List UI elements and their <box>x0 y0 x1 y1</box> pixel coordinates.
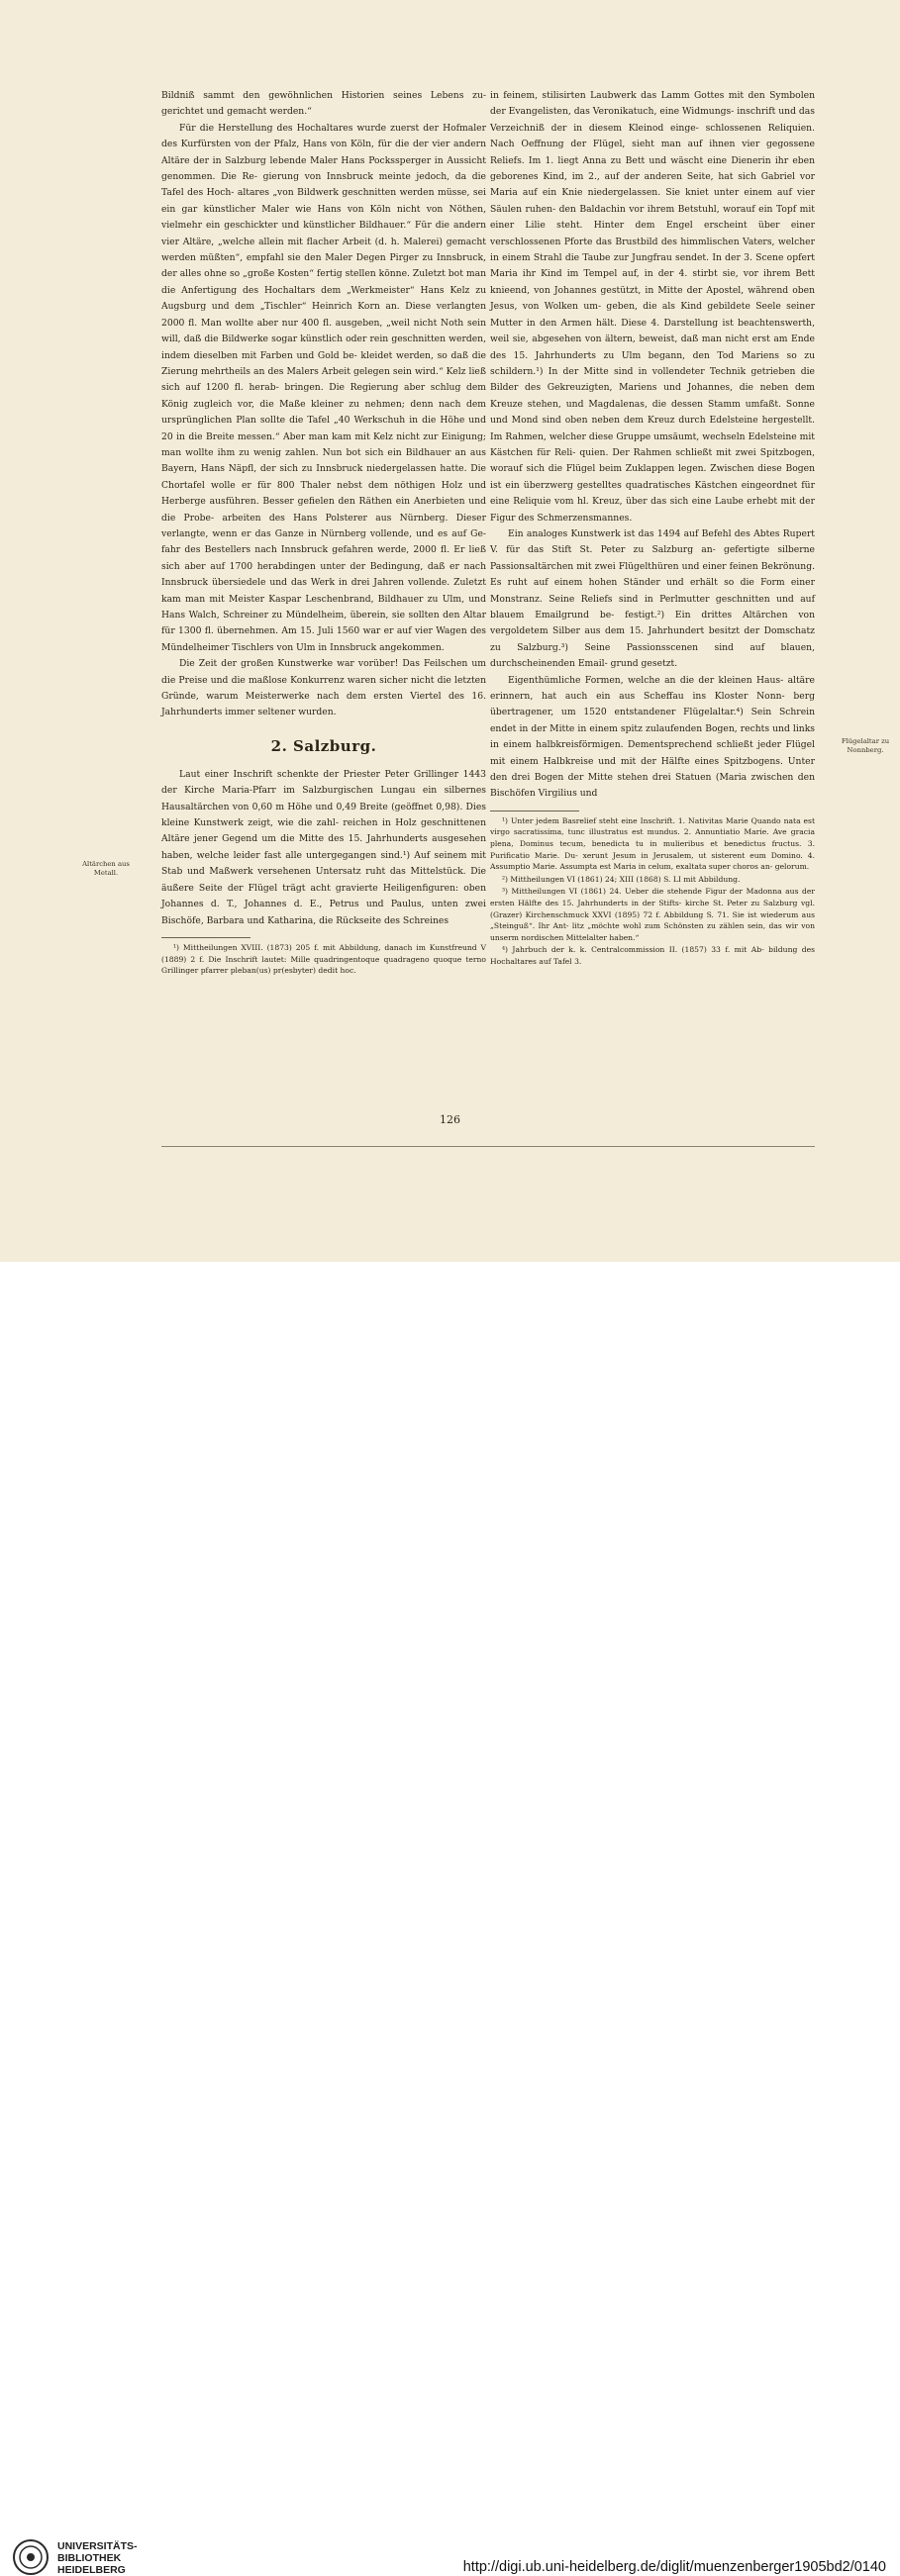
margin-note-left: Altärchen aus Metall. <box>82 860 130 877</box>
right-paragraph-3: Eigenthümliche Formen, welche an die der kleinen Haus- altäre erinnern, hat auch ein aus Scheffau ins Kloster Nonn- berg übertragener, um 1520 entstandener Flügelaltar.⁴) Sein Schrein endet in der Mitte in einem spitz zulaufenden Bogen, rechts und links in einem halbkreisförmigen. Dementsprechend schließt jeder Flügel mit einem Halbkreise und mit der Hälfte eines Spitzbogens. Unter den drei Bogen der Mitte stehen drei Statuen (Maria zwischen den Bischöfen Virgilius und <box>490 674 815 800</box>
left-paragraph-4: Laut einer Inschrift schenkte der Priester Peter Grillinger 1443 der Kirche Maria-Pfarr im Salzburgischen Lungau ein silbernes Hausaltärchen von 0,60 m Höhe und 0,49 Breite (geöffnet 0,98). Dies kleine Kunstwerk zeigt, wie die zahl- reichen in Holz geschnittenen Altäre jener Gegend um die Mitte des 15. Jahrhunderts ausgesehen haben, welche leider fast alle untergegangen sind.¹) Auf seinem mit Stab und Maßwerk versehenen Untersatz ruht das Mittelstück. Die äußere Seite der Flügel trägt acht gravierte Heiligenfiguren: oben Johannes d. T., Johannes d. E., Petrus und Paulus, unten zwei Bischöfe, Barbara und Katharina, die Rückseite des Schreines <box>161 768 486 926</box>
right-paragraph-1: in feinem, stilisirten Laubwerk das Lamm Gottes mit den Symbolen der Evangelisten, das Veronikatuch, eine Widmungs- inschrift und das Verzeichniß der in diesem Kleinod einge- schlossenen Reliquien. Nach Oeffnung der Flügel, sieht man auf ihnen vier gegossene Reliefs. Im 1. liegt Anna zu Bett und wäscht eine Dienerin ihr eben geborenes Kind, im 2., auf der anderen Seite, hat sich Gabriel vor Maria auf ein Knie niedergelassen. Sie kniet unter einem auf vier Säulen ruhen- den Baldachin vor ihrem Betstuhl, worauf ein Topf mit einer Lilie steht. Hinter dem Engel erscheint über einer verschlossenen Pforte das Brustbild des himmlischen Vaters, welcher in einem Strahl die Taube zur Jungfrau sendet. In der 3. Scene opfert Maria ihr Kind im Tempel auf, in der 4. stirbt sie, vor ihrem Bett knieend, von Johannes gestützt, in Mitte der Apostel, während oben Jesus, von Wolken um- geben, die als Kind gebildete Seele seiner Mutter in den Armen hält. Diese 4. Darstellung ist beachtenswerth, weil sie, abgesehen von ältern, beweist, daß man nicht erst am Ende des 15. Jahrhunderts zu Ulm begann, den Tod Mariens so zu schildern.¹) In der Mitte sind in vollendeter Technik getrieben die Bilder des Gekreuzigten, Mariens und Johannes, die neben dem Kreuze stehen, und Magdalenas, die dessen Stamm umfaßt. Sonne und Mond sind oben neben dem Kreuz durch Edelsteine hergestellt. Im Rahmen, welcher diese Gruppe umsäumt, wechseln Edelsteine mit Kästchen für Reli- quien. Der Rahmen schließt mit zwei Spitzbogen, worauf sich die Flügel beim Zuklappen legen. Zwischen diese Bogen ist ein überzwerg gestelltes quadratisches Kästchen eingeordnet für eine Reliquie vom hl. Kreuz, über das sich eine Laube erhebt mit der Figur des Schmerzensmannes. <box>490 90 815 524</box>
right-footnote-1: ¹) Unter jedem Basrelief steht eine Inschrift. 1. Nativitas Marie Quando nata est virgo sacratissima, tunc illustratus est mundus. 2. Annuntiatio Marie. Ave gracia plena, Dominus tecum, benedicta tu in mulieribus et benedictus fructus. 3. Purificatio Marie. Du- xerunt Jesum in Jerusalem, ut sisterent eum Domino. 4. Assumptio Marie. Assumpta est Maria in celum, exaltata super choros an- gelorum. <box>490 815 815 872</box>
library-name-line2: BIBLIOTHEK <box>57 2552 122 2564</box>
left-column <box>161 88 486 978</box>
left-footnote-1: ¹) Mittheilungen XVIII. (1873) 205 f. mit Abbildung, danach im Kunstfreund V (1889) 2 f. Die Inschrift lautet: Mille quadringentoque quadrageno quoque terno Grillinger pfarrer pleban(us) pr(esbyter) dedit hoc. <box>161 942 486 976</box>
left-paragraph-2: Für die Herstellung des Hochaltares wurde zuerst der Hofmaler des Kurfürsten von der Pfalz, Hans von Köln, für die der vier andern Altäre der in Salzburg lebende Maler Hans Pockssperger in Aussicht genommen. Die Re- gierung von Innsbruck meinte jedoch, da die Tafel des Hoch- altares „von Bildwerk geschnitten werden müsse, sei ein gar künstlicher Maler wie Hans von Köln nicht von Nöthen, vielmehr ein geschickter und künstlicher Bildhauer.“ Für die andern vier Altäre, „welche allein mit flacher Arbeit (d. h. Malerei) gemacht werden müßten“, empfahl sie den Maler Degen Pirger zu Innsbruck, der alles ohne so „große Kosten“ fertig stellen könne. Zuletzt bot man die Anfertigung des Hochaltars dem „Werkmeister“ Hans Kelz zu Augsburg und dem „Tischler“ Heinrich Korn an. Diese verlangten 2000 fl. Man wollte aber nur 400 fl. ausgeben, „weil nicht Noth sein will, daß die Bildwerke sogar künstlich oder rein geschnitten werden, indem dieselben mit Farben und Gold be- kleidet werden, so daß die Zierung mehrtheils an des Malers Arbeit gelegen sein wird.“ Kelz ließ sich auf 1200 fl. herab- bringen. Die Regierung aber schlug dem König zugleich vor, die Maße kleiner zu nehmen; denn nach dem ursprünglichen Plan sollte die Tafel „40 Werkschuh in die Höhe und 20 in die Breite messen.“ Aber man kam mit Kelz nicht zur Einigung; man wollte ihm zu wenig zahlen. Nun bot sich ein Bildhauer an aus Bayern, Hans Näpfl, der sich zu Innsbruck niedergelassen hatte. Die Chortafel wolle er für 800 Thaler nebst dem nöthigen Holz und Herberge ausführen. Besser gefielen den Räthen ein Anerbieten und die Probe- arbeiten des Hans Polsterer aus Nürnberg. Dieser verlangte, wenn er das Ganze in Nürnberg vollende, und es auf Ge- fahr des Bestellers nach Innsbruck gefahren werde, 2000 fl. Er ließ sich aber auf 1700 herabdingen unter der Bedingung, daß er nach Innsbruck übersiedele und das Werk in drei Jahren vollende. Zuletzt kam man mit Meister Kaspar Leschenbrand, Bildhauer zu Ulm, und Hans Walch, Schreiner zu Mündelheim, überein, sie sollten den Altar für 1300 fl. übernehmen. Am 15. Juli 1560 war er auf vier Wagen des Mündelheimer Tischlers von Ulm in Innsbruck angekommen. <box>161 122 486 653</box>
page-number: 126 <box>440 1113 460 1126</box>
right-footnote-4: ⁴) Jahrbuch der k. k. Centralcommission II. (1857) 33 f. mit Ab- bildung des Hochaltares auf Tafel 3. <box>490 945 815 966</box>
right-footnote-3: ³) Mittheilungen VI (1861) 24. Ueber die stehende Figur der Madonna aus der ersten Hälfte des 15. Jahrhunderts in der Stifts- kirche St. Peter zu Salzburg vgl. (Grazer) Kirchenschmuck XXVI (1895) 72 f. Abbildung S. 71. Sie ist wiederum aus „Steinguß“. Ihr Ant- litz „möchte wohl zum Schönsten zu zählen sein, das wir von unserm nordischen Mittelalter haben.“ <box>490 887 815 942</box>
margin-note-right: Flügelaltar zu Nonnberg. <box>841 737 890 754</box>
left-paragraph-3: Die Zeit der großen Kunstwerke war vorüber! Das Feilschen um die Preise und die maßlose Konkurrenz waren sicher nicht die letzten Gründe, warum Meisterwerke nach dem ersten Viertel des 16. Jahrhunderts immer seltener wurden. <box>161 658 486 718</box>
section-heading: 2. Salzburg. <box>270 736 377 755</box>
permalink-url[interactable]: http://digi.ub.uni-heidelberg.de/diglit/muenzenberger1905bd2/0140 <box>462 2559 886 2575</box>
university-seal-icon <box>12 2538 50 2576</box>
footnote-divider <box>161 937 250 938</box>
scanned-page <box>0 0 900 1262</box>
right-column <box>490 88 815 969</box>
library-logo-text <box>57 2540 138 2576</box>
bottom-rule <box>161 1146 815 1147</box>
library-name-line3: HEIDELBERG <box>57 2564 126 2576</box>
viewer-footer <box>0 1262 900 2576</box>
left-paragraph-1: Bildniß sammt den gewöhnlichen Historien seines Lebens zu- gerichtet und gemacht werden.“ <box>161 90 486 118</box>
right-footnote-2: ²) Mittheilungen VI (1861) 24; XIII (1868) S. LI mit Abbildung. <box>502 874 741 884</box>
right-paragraph-2: Ein analoges Kunstwerk ist das 1494 auf Befehl des Abtes Rupert V. für das Stift St. Peter zu Salzburg an- gefertigte silberne Passionsaltärchen mit zwei Flügelthüren und einer feinen Bekrönung. Es ruht auf einem hohen Ständer und erhält so die Form einer Monstranz. Seine Reliefs sind in Perlmutter geschnitten und auf blauem Emailgrund be- festigt.²) Ein drittes Altärchen von vergoldetem Silber aus dem 15. Jahrhundert besitzt der Domschatz zu Salzburg.³) Seine Passionsscenen sind auf blauen, durchscheinenden Email- grund gesetzt. <box>490 527 815 670</box>
library-name-line1: UNIVERSITÄTS- <box>57 2540 138 2552</box>
